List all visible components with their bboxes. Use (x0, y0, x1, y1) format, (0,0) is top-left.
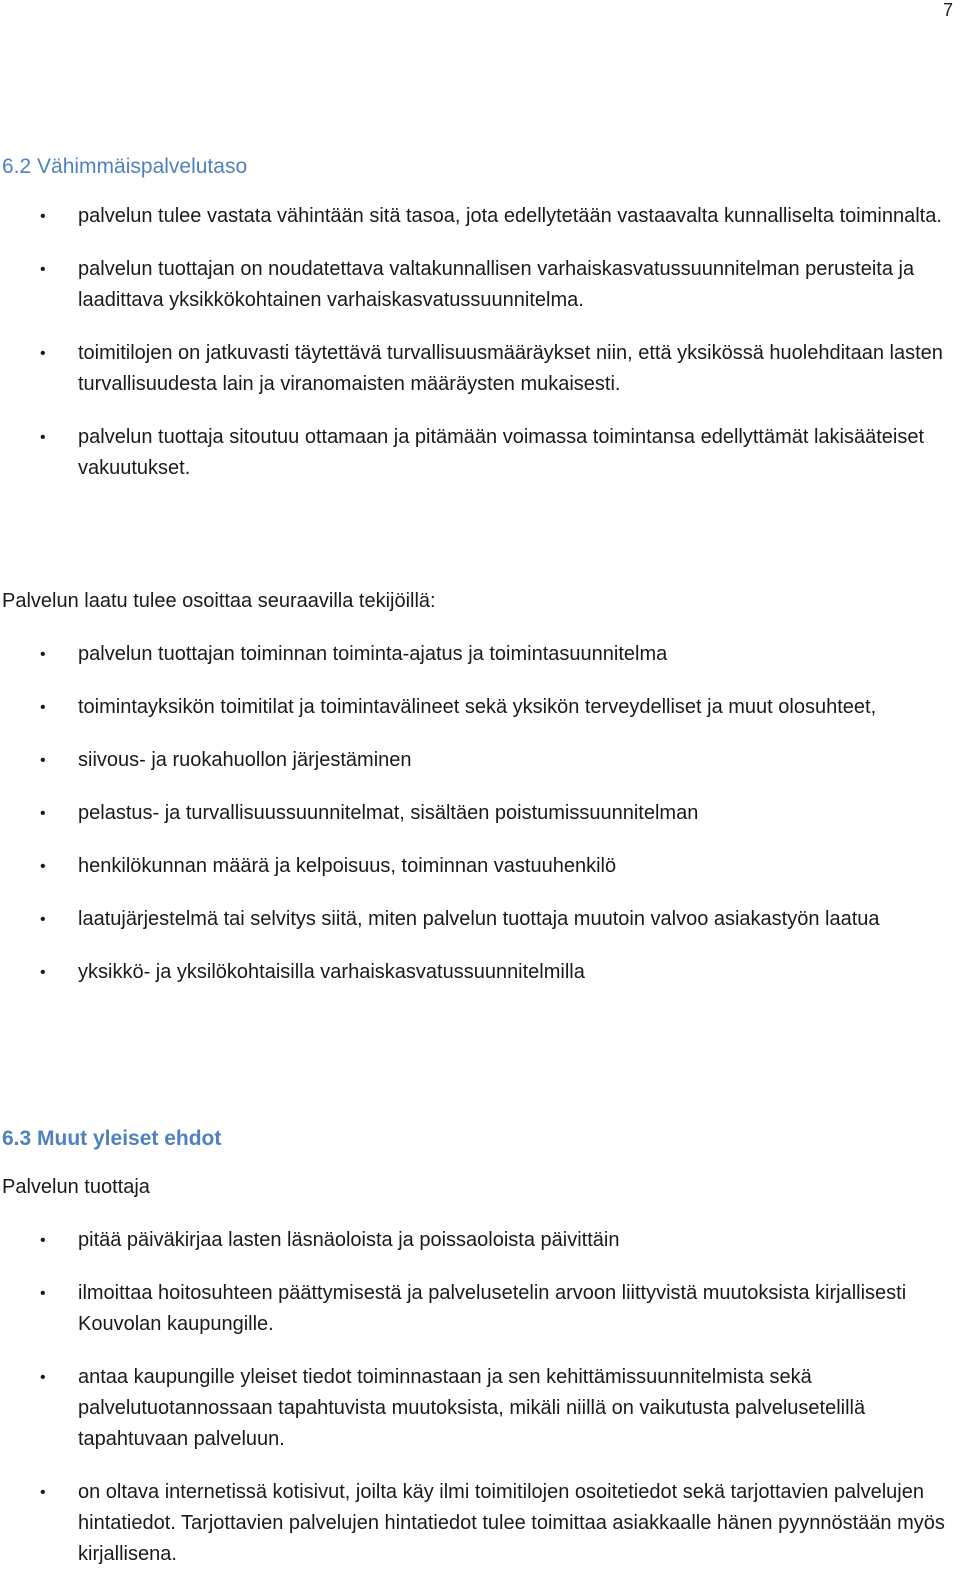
quality-factors-list (0, 639, 960, 988)
list-item: • on oltava internetissä kotisivut, joilta käy ilmi toimitilojen osoitetiedot sekä tarjottavien palvelujen hintatiedot. Tarjottavien palvelujen hintatiedot tulee toimittaa asiakkaalle hänen pyynnöstään myös kirjallisena. (0, 1477, 960, 1570)
list-item: • pelastus- ja turvallisuussuunnitelmat, sisältäen poistumissuunnitelman (0, 798, 960, 829)
list-item: • antaa kaupungille yleiset tiedot toiminnastaan ja sen kehittämissuunnitelmista sekä palvelutuotannossaan tapahtuvista muutoksista, mikäli niillä on vaikutusta palvelusetelillä tapahtuvaan palveluun. (0, 1362, 960, 1455)
list-item: • yksikkö- ja yksilökohtaisilla varhaiskasvatussuunnitelmilla (0, 957, 960, 988)
bullet-icon: • (40, 1369, 46, 1386)
page-number: 7 (942, 0, 953, 20)
list-item: • palvelun tuottajan on noudatettava valtakunnallisen varhaiskasvatussuunnitelman perusteita ja laadittava yksikkökohtainen varhaiskasvatussuunnitelma. (0, 254, 960, 316)
list-item: • toimintayksikön toimitilat ja toimintavälineet sekä yksikön terveydelliset ja muut olosuhteet, (0, 692, 960, 723)
list-item: • palvelun tuottaja sitoutuu ottamaan ja pitämään voimassa toimintansa edellyttämät lakisääteiset vakuutukset. (0, 422, 960, 484)
bullet-icon: • (40, 646, 46, 663)
bullet-icon: • (40, 858, 46, 875)
list-item: • henkilökunnan määrä ja kelpoisuus, toiminnan vastuuhenkilö (0, 851, 960, 882)
bullet-icon: • (40, 208, 46, 225)
bullet-icon: • (40, 911, 46, 928)
list-item: • laatujärjestelmä tai selvitys siitä, miten palvelun tuottaja muutoin valvoo asiakastyön laatua (0, 904, 960, 935)
bullet-icon: • (40, 261, 46, 278)
provider-intro: Palvelun tuottaja (2, 1176, 150, 1198)
section-heading-6-3: 6.3 Muut yleiset ehdot (2, 1127, 222, 1150)
list-item: • ilmoittaa hoitosuhteen päättymisestä ja palvelusetelin arvoon liittyvistä muutoksista kirjallisesti Kouvolan kaupungille. (0, 1278, 960, 1340)
bullet-icon: • (40, 1484, 46, 1501)
list-item: • siivous- ja ruokahuollon järjestäminen (0, 745, 960, 776)
minimum-service-list (0, 201, 960, 484)
bullet-icon: • (40, 699, 46, 716)
bullet-icon: • (40, 1232, 46, 1249)
quality-intro: Palvelun laatu tulee osoittaa seuraavilla tekijöillä: (2, 590, 436, 612)
bullet-icon: • (40, 1285, 46, 1302)
bullet-icon: • (40, 964, 46, 981)
bullet-icon: • (40, 429, 46, 446)
bullet-icon: • (40, 752, 46, 769)
list-item: • pitää päiväkirjaa lasten läsnäoloista ja poissaoloista päivittäin (0, 1225, 960, 1256)
list-item: • palvelun tuottajan toiminnan toiminta-ajatus ja toimintasuunnitelma (0, 639, 960, 670)
list-item: • toimitilojen on jatkuvasti täytettävä turvallisuusmääräykset niin, että yksikössä huolehditaan lasten turvallisuudesta lain ja viranomaisten määräysten mukaisesti. (0, 338, 960, 400)
bullet-icon: • (40, 805, 46, 822)
bullet-icon: • (40, 345, 46, 362)
list-item: • palvelun tulee vastata vähintään sitä tasoa, jota edellytetään vastaavalta kunnalliselta toiminnalta. (0, 201, 960, 232)
general-terms-list (0, 1225, 960, 1570)
section-heading-6-2: 6.2 Vähimmäispalvelutaso (2, 155, 248, 178)
